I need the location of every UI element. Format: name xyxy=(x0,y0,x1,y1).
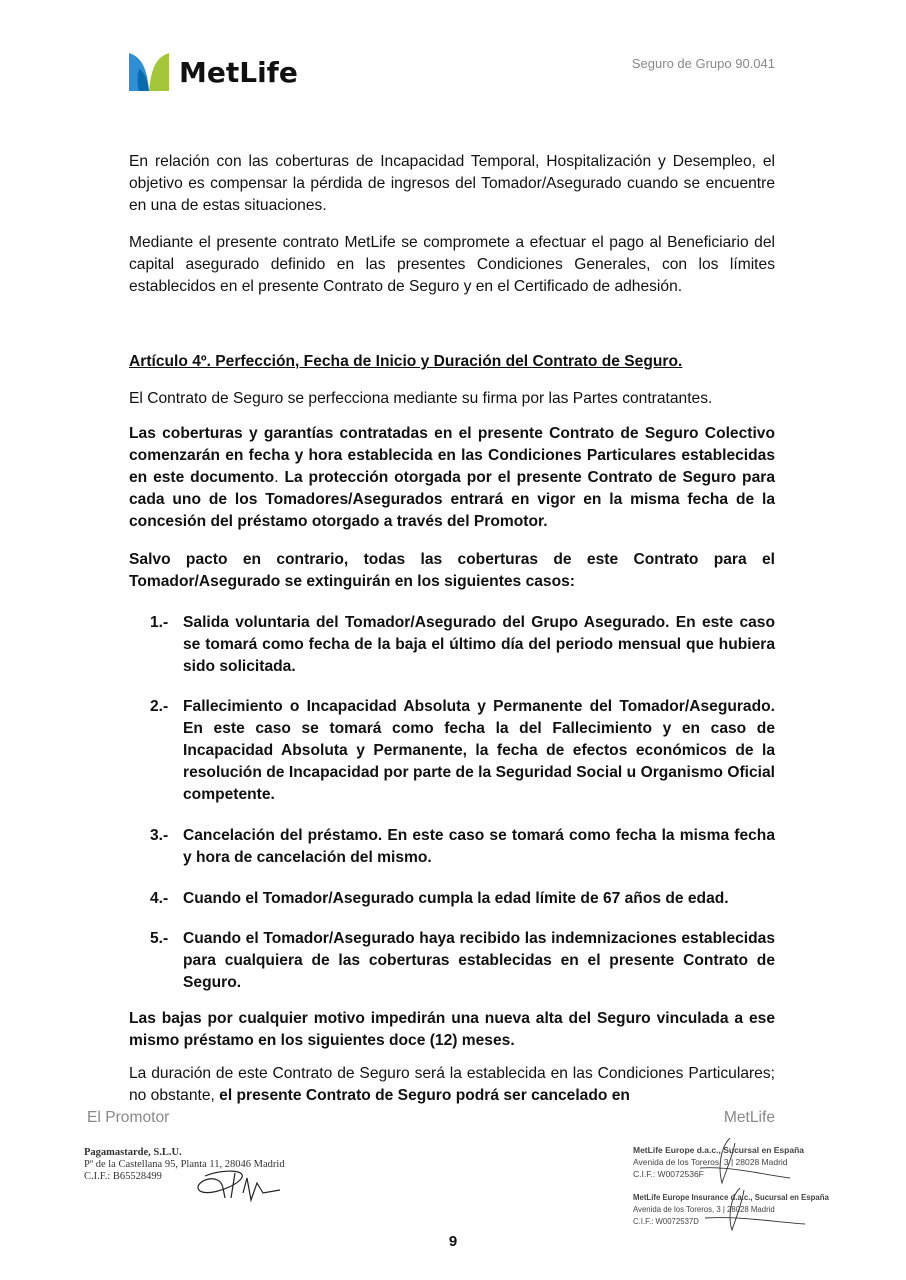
list-number: 5.- xyxy=(150,930,169,947)
logo-text: MetLife xyxy=(179,55,298,89)
article-heading: Artículo 4º. Perfección, Fecha de Inicio y Duración del Contrato de Seguro. xyxy=(129,353,683,370)
text: La duración de este Contrato de Seguro será la establecida en las Condiciones Particulares; no obstante, xyxy=(129,1065,775,1104)
paragraph: En relación con las coberturas de Incapacidad Temporal, Hospitalización y Desempleo, el objetivo es compensar la pérdida de ingresos del Tomador/Asegurado cuando se encuentre en una de estas situaciones. xyxy=(129,153,775,214)
stamp-name: MetLife Europe d.a.c., Sucursal en España xyxy=(633,1145,804,1155)
list-item xyxy=(150,612,775,678)
footer-right-label: MetLife xyxy=(723,1109,775,1126)
stamp-address: Pº de la Castellana 95, Planta 11, 28046 Madrid xyxy=(84,1159,285,1170)
list-text: Salida voluntaria del Tomador/Asegurado del Grupo Asegurado. En este caso se tomará como fecha de la baja el último día del periodo mensual que hubiera sido solicitada. xyxy=(183,614,775,675)
list-number: 2.- xyxy=(150,698,169,715)
stamp-cif: C.I.F.: B65528499 xyxy=(84,1171,162,1182)
list-number: 1.- xyxy=(150,614,169,631)
list-text: Cuando el Tomador/Asegurado cumpla la edad límite de 67 años de edad. xyxy=(183,890,729,907)
metlife-logo-icon xyxy=(129,53,169,91)
list-item xyxy=(150,928,775,994)
list-item xyxy=(150,696,775,806)
list-number: 3.- xyxy=(150,827,169,844)
stamp-cif: C.I.F.: W0072537D xyxy=(633,1217,699,1226)
list-text: Cuando el Tomador/Asegurado haya recibido las indemnizaciones establecidas para cualquiera de las coberturas establecidas en el presente Contrato de Seguro. xyxy=(183,930,775,991)
list-item xyxy=(150,825,775,869)
page-number: 9 xyxy=(448,1233,458,1250)
stamp-name: MetLife Europe Insurance d.a.c., Sucursal en España xyxy=(633,1193,829,1202)
list-number: 4.- xyxy=(150,890,169,907)
footer-labels xyxy=(87,1107,775,1129)
text: . xyxy=(274,469,285,486)
bold-text: La protección otorgada por el presente Contrato de Seguro para cada uno de los Tomadores/Asegurados entrará en vigor en la misma fecha de la concesión del préstamo otorgado a través del Promotor. xyxy=(129,469,775,530)
paragraph: Las bajas por cualquier motivo impedirán una nueva alta del Seguro vinculada a ese mismo préstamo en los siguientes doce (12) meses. xyxy=(129,1010,775,1049)
bold-text: Las coberturas y garantías contratadas en el presente Contrato de Seguro Colectivo comenzarán en fecha y hora establecida en las Condiciones Particulares establecidas en este documento xyxy=(129,425,775,486)
stamp-address: Avenida de los Toreros, 3 | 28028 Madrid xyxy=(633,1157,788,1167)
list-text: Fallecimiento o Incapacidad Absoluta y Permanente del Tomador/Asegurado. En este caso se tomará como fecha la del Fallecimiento y en caso de Incapacidad Absoluta y Permanente, la fecha de efectos económicos de la resolución de Incapacidad por parte de la Seguridad Social u Organismo Oficial competente. xyxy=(183,698,775,803)
paragraph: Salvo pacto en contrario, todas las coberturas de este Contrato para el Tomador/Asegurado se extinguirán en los siguientes casos: xyxy=(129,551,775,590)
policy-reference: Seguro de Grupo 90.041 xyxy=(631,56,775,71)
metlife-signatures xyxy=(680,1138,820,1233)
list-text: Cancelación del préstamo. En este caso se tomará como fecha la misma fecha y hora de cancelación del mismo. xyxy=(183,827,775,866)
paragraph xyxy=(129,1063,775,1107)
paragraph xyxy=(129,423,775,533)
paragraph: El Contrato de Seguro se perfecciona mediante su firma por las Partes contratantes. xyxy=(129,390,713,407)
footer-left-label: El Promotor xyxy=(87,1109,170,1126)
bold-text: el presente Contrato de Seguro podrá ser cancelado en xyxy=(219,1087,630,1104)
paragraph: Mediante el presente contrato MetLife se compromete a efectuar el pago al Beneficiario del capital asegurado definido en las presentes Condiciones Generales, con los límites establecidos en el presente Contrato de Seguro y en el Certificado de adhesión. xyxy=(129,234,775,295)
stamp-cif: C.I.F.: W0072536F xyxy=(633,1169,704,1179)
stamp-address: Avenida de los Toreros, 3 | 28028 Madrid xyxy=(633,1205,775,1214)
promotor-signature xyxy=(195,1168,285,1204)
document-body xyxy=(87,151,775,1129)
metlife-logo xyxy=(129,53,298,91)
stamp-name: Pagamastarde, S.L.U. xyxy=(84,1147,182,1158)
list-item xyxy=(150,888,775,910)
